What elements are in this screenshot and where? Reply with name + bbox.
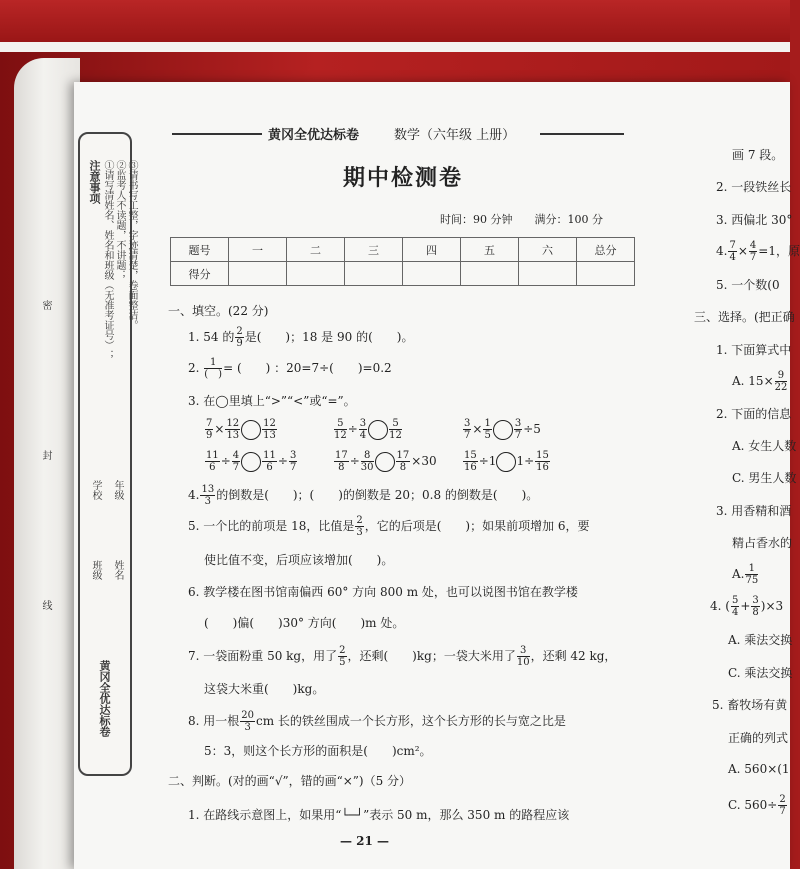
denominator: 13 bbox=[226, 430, 240, 441]
question-8-cont: 5：3，则这个长方形的面积是( )cm²。 bbox=[204, 744, 432, 758]
numerator: 17 bbox=[335, 450, 348, 461]
q7-text-c: ，还剩 42 kg， bbox=[530, 649, 617, 663]
numerator: 3 bbox=[517, 645, 530, 657]
denominator: 4 bbox=[729, 252, 736, 263]
question-8 bbox=[188, 710, 566, 733]
score-cell: 一 bbox=[229, 238, 287, 262]
q1-text-a: 1. 54 的 bbox=[188, 330, 235, 344]
numerator: 8 bbox=[361, 450, 374, 462]
score-table-header-row bbox=[171, 238, 635, 262]
top-page-edge bbox=[0, 42, 790, 52]
denominator: 75 bbox=[745, 575, 759, 586]
score-input-cell[interactable] bbox=[345, 262, 403, 286]
numerator: 9 bbox=[775, 370, 788, 382]
fraction bbox=[338, 645, 346, 668]
tf-question-1: 1. 在路线示意图上，如果用“└─┘”表示 50 m，那么 350 m 的路程应该 bbox=[188, 808, 570, 822]
denominator: 16 bbox=[536, 462, 549, 473]
score-row-label: 得分 bbox=[171, 262, 229, 286]
right-option: C. 乘法交换 bbox=[728, 666, 793, 680]
fraction bbox=[240, 710, 255, 733]
right-line: 2. 一段铁丝长 bbox=[716, 180, 792, 194]
numerator: 2 bbox=[236, 326, 243, 337]
fraction bbox=[359, 418, 367, 441]
denominator: 7 bbox=[514, 430, 522, 441]
denominator: 9 bbox=[236, 338, 243, 349]
fraction bbox=[389, 418, 402, 441]
denominator: 16 bbox=[464, 462, 477, 473]
denominator: 3 bbox=[204, 496, 211, 507]
fraction bbox=[334, 418, 347, 441]
score-input-cell[interactable] bbox=[461, 262, 519, 286]
page-curl bbox=[14, 58, 80, 869]
right-line: 精占香水的 bbox=[732, 536, 793, 550]
q8-text-a: 8. 用一根 bbox=[188, 714, 240, 728]
fraction bbox=[262, 450, 277, 473]
numerator: 3 bbox=[359, 418, 367, 429]
seal-char-3: 线 bbox=[40, 600, 51, 610]
top-red-band bbox=[0, 0, 790, 42]
fraction bbox=[205, 418, 213, 441]
answer-circle[interactable] bbox=[375, 452, 395, 472]
right-text: )×3 bbox=[760, 599, 784, 613]
numerator: 15 bbox=[536, 450, 549, 461]
fraction bbox=[745, 563, 758, 586]
fraction bbox=[751, 595, 759, 618]
numerator: 4 bbox=[749, 240, 757, 251]
compare-item: $\frac{7}{9}$ × $\frac{12}{13}$ $\frac{12}{13}$ bbox=[206, 418, 276, 441]
right-line: 正确的列式 bbox=[728, 731, 789, 745]
fraction bbox=[232, 450, 240, 473]
score-cell: 总分 bbox=[577, 238, 635, 262]
full-score: 满分：100 分 bbox=[534, 213, 603, 226]
question-2 bbox=[188, 357, 392, 380]
fraction bbox=[334, 450, 349, 473]
numerator: 5 bbox=[334, 418, 347, 430]
answer-circle[interactable] bbox=[496, 452, 516, 472]
denominator: 9 bbox=[206, 430, 213, 441]
seal-char-1: 密 bbox=[40, 300, 51, 310]
right-line: 5. 一个数(0 bbox=[716, 278, 780, 292]
denominator: 3 bbox=[244, 722, 251, 733]
numerator: 2 bbox=[356, 515, 363, 526]
denominator: 7 bbox=[232, 462, 240, 473]
score-cell: 五 bbox=[461, 238, 519, 262]
compare-item: $\frac{11}{6}$ ÷ $\frac{4}{7}$ $\frac{11}{6}$ ÷ $\frac{3}{7}$ bbox=[206, 450, 297, 473]
score-cell: 题号 bbox=[171, 238, 229, 262]
denominator: 12 bbox=[389, 430, 402, 441]
numerator: 17 bbox=[396, 450, 410, 461]
question-4 bbox=[188, 484, 538, 507]
fraction bbox=[289, 450, 297, 473]
expr-tail: ×30 bbox=[411, 454, 437, 468]
score-table-score-row bbox=[171, 262, 635, 286]
right-option bbox=[732, 370, 788, 393]
question-6: 6. 教学楼在图书馆南偏西 60° 方向 800 m 处，也可以说图书馆在教学楼 bbox=[188, 585, 578, 599]
answer-circle[interactable] bbox=[493, 420, 513, 440]
compare-item: $\frac{5}{12}$ ÷ $\frac{3}{4}$ $\frac{5}{12}$ bbox=[334, 418, 402, 441]
notice-title: 注意事项 bbox=[88, 160, 101, 204]
numerator: 12 bbox=[263, 418, 276, 429]
score-cell: 四 bbox=[403, 238, 461, 262]
right-num: 4. bbox=[716, 244, 728, 258]
right-text: =1，原 bbox=[758, 244, 800, 258]
fraction bbox=[514, 418, 522, 441]
seal-char-2: 封 bbox=[40, 450, 51, 460]
numerator: 3 bbox=[752, 595, 759, 606]
denominator: 5 bbox=[339, 657, 346, 668]
header-brand: 黄冈全优达标卷 bbox=[268, 128, 360, 143]
denominator: 8 bbox=[752, 607, 759, 618]
denominator: 6 bbox=[209, 462, 216, 473]
q4-num: 4. bbox=[188, 488, 200, 502]
q4-text: 的倒数是( )；( )的倒数是 20；0.8 的倒数是( )。 bbox=[216, 488, 539, 502]
answer-circle[interactable] bbox=[241, 420, 261, 440]
question-5 bbox=[188, 515, 590, 538]
question-6-cont: ( )偏( )30° 方向( )m 处。 bbox=[204, 616, 405, 630]
numerator: 5 bbox=[731, 595, 739, 606]
q5-text-b: ，它的后项是( )；如果前项增加 6，要 bbox=[364, 519, 590, 533]
right-option: A. 乘法交换 bbox=[728, 633, 793, 647]
numerator: 12 bbox=[226, 418, 240, 429]
right-line: 3. 西偏北 30° bbox=[716, 213, 793, 227]
q7-text-a: 7. 一袋面粉重 50 kg，用了 bbox=[188, 649, 338, 663]
score-cell: 六 bbox=[519, 238, 577, 262]
score-input-cell[interactable] bbox=[229, 262, 287, 286]
fraction bbox=[463, 450, 478, 473]
fraction bbox=[200, 484, 215, 507]
strip-brand: 黄冈全优达标卷 bbox=[98, 660, 111, 737]
school-label: 学校 bbox=[90, 480, 101, 500]
answer-circle[interactable] bbox=[368, 420, 388, 440]
numerator: 20 bbox=[241, 710, 254, 721]
page-number: — 21 — bbox=[340, 834, 390, 848]
right-option: C. 男生人数 bbox=[732, 471, 797, 485]
fraction bbox=[778, 794, 786, 817]
numerator: 2 bbox=[779, 794, 786, 805]
right-line: 2. 下面的信息 bbox=[716, 407, 792, 421]
section-fill-blank: 一、填空。(22 分) bbox=[168, 304, 269, 318]
fraction bbox=[355, 515, 363, 538]
denominator: 30 bbox=[360, 462, 374, 473]
fraction bbox=[235, 326, 243, 349]
numerator: 11 bbox=[263, 450, 276, 461]
denominator: 4 bbox=[359, 430, 367, 441]
right-line: 3. 用香精和酒 bbox=[716, 504, 792, 518]
denominator: 8 bbox=[338, 462, 345, 473]
q8-text-b: cm 长的铁丝围成一个长方形，这个长方形的长与宽之比是 bbox=[256, 714, 566, 728]
numerator: 1 bbox=[484, 418, 491, 429]
right-line: 4. ( $\frac{5}{4}$ + $\frac{3}{8}$ )×3 bbox=[710, 595, 784, 618]
fraction bbox=[204, 357, 222, 380]
compare-item bbox=[462, 450, 551, 473]
fraction bbox=[463, 418, 471, 441]
right-option: A. 560×(1 bbox=[728, 762, 790, 776]
denominator: 7 bbox=[464, 430, 471, 441]
numerator: 5 bbox=[389, 418, 402, 430]
denominator: 22 bbox=[774, 382, 788, 393]
question-7 bbox=[188, 645, 616, 668]
fraction bbox=[361, 450, 374, 473]
fraction bbox=[205, 450, 220, 473]
fraction bbox=[396, 450, 411, 473]
right-line: 5. 畜牧场有黄 bbox=[712, 698, 788, 712]
score-table bbox=[170, 237, 635, 286]
section-true-false: 二、判断。(对的画“√”，错的画“×”)（5 分） bbox=[168, 774, 412, 788]
denominator: 4 bbox=[731, 607, 739, 618]
numerator: 15 bbox=[464, 450, 477, 461]
header-rule-right bbox=[540, 133, 624, 135]
denominator: 10 bbox=[516, 657, 530, 668]
name-label: 姓名 bbox=[112, 560, 123, 580]
question-3: 3. 在◯里填上“>”“<”或“=”。 bbox=[188, 394, 356, 408]
compare-item: $\frac{17}{8}$ ÷ $\frac{8}{30}$ $\frac{17}{8}$ ×30 bbox=[335, 450, 437, 473]
notice-1: ①请写清姓名、姓名和班级（无准考证号）； bbox=[102, 160, 113, 360]
score-input-cell[interactable] bbox=[519, 262, 577, 286]
right-line: 画 7 段。 bbox=[732, 148, 784, 162]
score-input-cell[interactable] bbox=[577, 262, 635, 286]
numerator: 11 bbox=[206, 450, 219, 461]
expr-tail: ÷5 bbox=[523, 422, 541, 436]
fraction bbox=[775, 370, 788, 393]
q5-text-a: 5. 一个比的前项是 18，比值是 bbox=[188, 519, 355, 533]
right-option bbox=[728, 794, 788, 817]
numerator: 1 bbox=[204, 357, 222, 369]
denominator: 7 bbox=[749, 252, 757, 263]
numerator: 1 bbox=[745, 563, 758, 575]
denominator: 3 bbox=[356, 527, 363, 538]
fraction bbox=[483, 418, 491, 441]
fraction bbox=[225, 418, 240, 441]
denominator: 6 bbox=[266, 462, 273, 473]
fraction bbox=[535, 450, 550, 473]
q2-text: = ( ) ：20=7÷( )=0.2 bbox=[223, 361, 392, 375]
denominator: 7 bbox=[779, 806, 786, 817]
compare-item: $\frac{3}{7}$ × $\frac{1}{5}$ $\frac{3}{7}$ ÷5 bbox=[464, 418, 541, 441]
q2-num: 2. bbox=[188, 361, 200, 375]
score-input-cell[interactable] bbox=[403, 262, 461, 286]
class-label: 班级 bbox=[90, 560, 101, 580]
q7-text-b: ，还剩( )kg；一袋大米用了 bbox=[347, 649, 516, 663]
score-cell: 二 bbox=[287, 238, 345, 262]
header-subject: 数学（六年级 上册） bbox=[394, 128, 516, 143]
fraction bbox=[262, 418, 277, 441]
fraction bbox=[517, 645, 530, 668]
numerator: 2 bbox=[339, 645, 346, 656]
exam-meta bbox=[440, 211, 603, 227]
denominator: 12 bbox=[334, 430, 347, 441]
exam-page bbox=[74, 82, 793, 869]
right-num: 4. ( bbox=[710, 599, 730, 613]
expr-mid: ÷1 bbox=[478, 454, 497, 468]
score-input-cell[interactable] bbox=[287, 262, 345, 286]
option-text: A. bbox=[732, 567, 745, 581]
question-5-cont: 使比值不变，后项应该增加( )。 bbox=[204, 553, 394, 567]
fraction bbox=[749, 240, 757, 263]
numerator: 3 bbox=[289, 450, 297, 461]
question-7-cont: 这袋大米重( )kg。 bbox=[204, 682, 325, 696]
numerator: 7 bbox=[729, 240, 736, 251]
right-line: 1. 下面算式中 bbox=[716, 343, 792, 357]
answer-circle[interactable] bbox=[241, 452, 261, 472]
option-text: C. 560÷ bbox=[728, 798, 778, 812]
right-option bbox=[732, 563, 759, 586]
right-section: 三、选择。(把正确 bbox=[694, 310, 795, 324]
numerator: 13 bbox=[201, 484, 215, 495]
page-title: 期中检测卷 bbox=[343, 166, 464, 191]
right-option: A. 女生人数 bbox=[732, 439, 797, 453]
denominator: 8 bbox=[399, 462, 407, 473]
right-line: 4. $\frac{7}{4}$ × $\frac{4}{7}$ =1，原 bbox=[716, 240, 800, 263]
q1-text-b: 是( )；18 是 90 的( )。 bbox=[244, 330, 414, 344]
numerator: 7 bbox=[206, 418, 213, 429]
fraction bbox=[728, 240, 736, 263]
grade-label: 年级 bbox=[112, 480, 123, 500]
expr-mid: 1÷ bbox=[516, 454, 535, 468]
fraction bbox=[731, 595, 739, 618]
denominator: 13 bbox=[263, 430, 276, 441]
denominator: 7 bbox=[289, 462, 297, 473]
score-cell: 三 bbox=[345, 238, 403, 262]
header-rule-left bbox=[172, 133, 262, 135]
numerator: 3 bbox=[464, 418, 471, 429]
numerator: 3 bbox=[514, 418, 522, 429]
numerator: 4 bbox=[232, 450, 240, 461]
denominator: 5 bbox=[484, 430, 491, 441]
notice-3: ③请书写工整，字迹清楚，卷面整洁。 bbox=[126, 160, 137, 330]
question-1 bbox=[188, 326, 413, 349]
exam-header bbox=[172, 124, 624, 144]
denominator: ( ) bbox=[204, 369, 223, 380]
notice-2: ②监考人不读题，不讲题； bbox=[114, 160, 125, 280]
option-text: A. 15× bbox=[732, 374, 774, 388]
time-limit: 时间：90 分钟 bbox=[440, 213, 513, 226]
